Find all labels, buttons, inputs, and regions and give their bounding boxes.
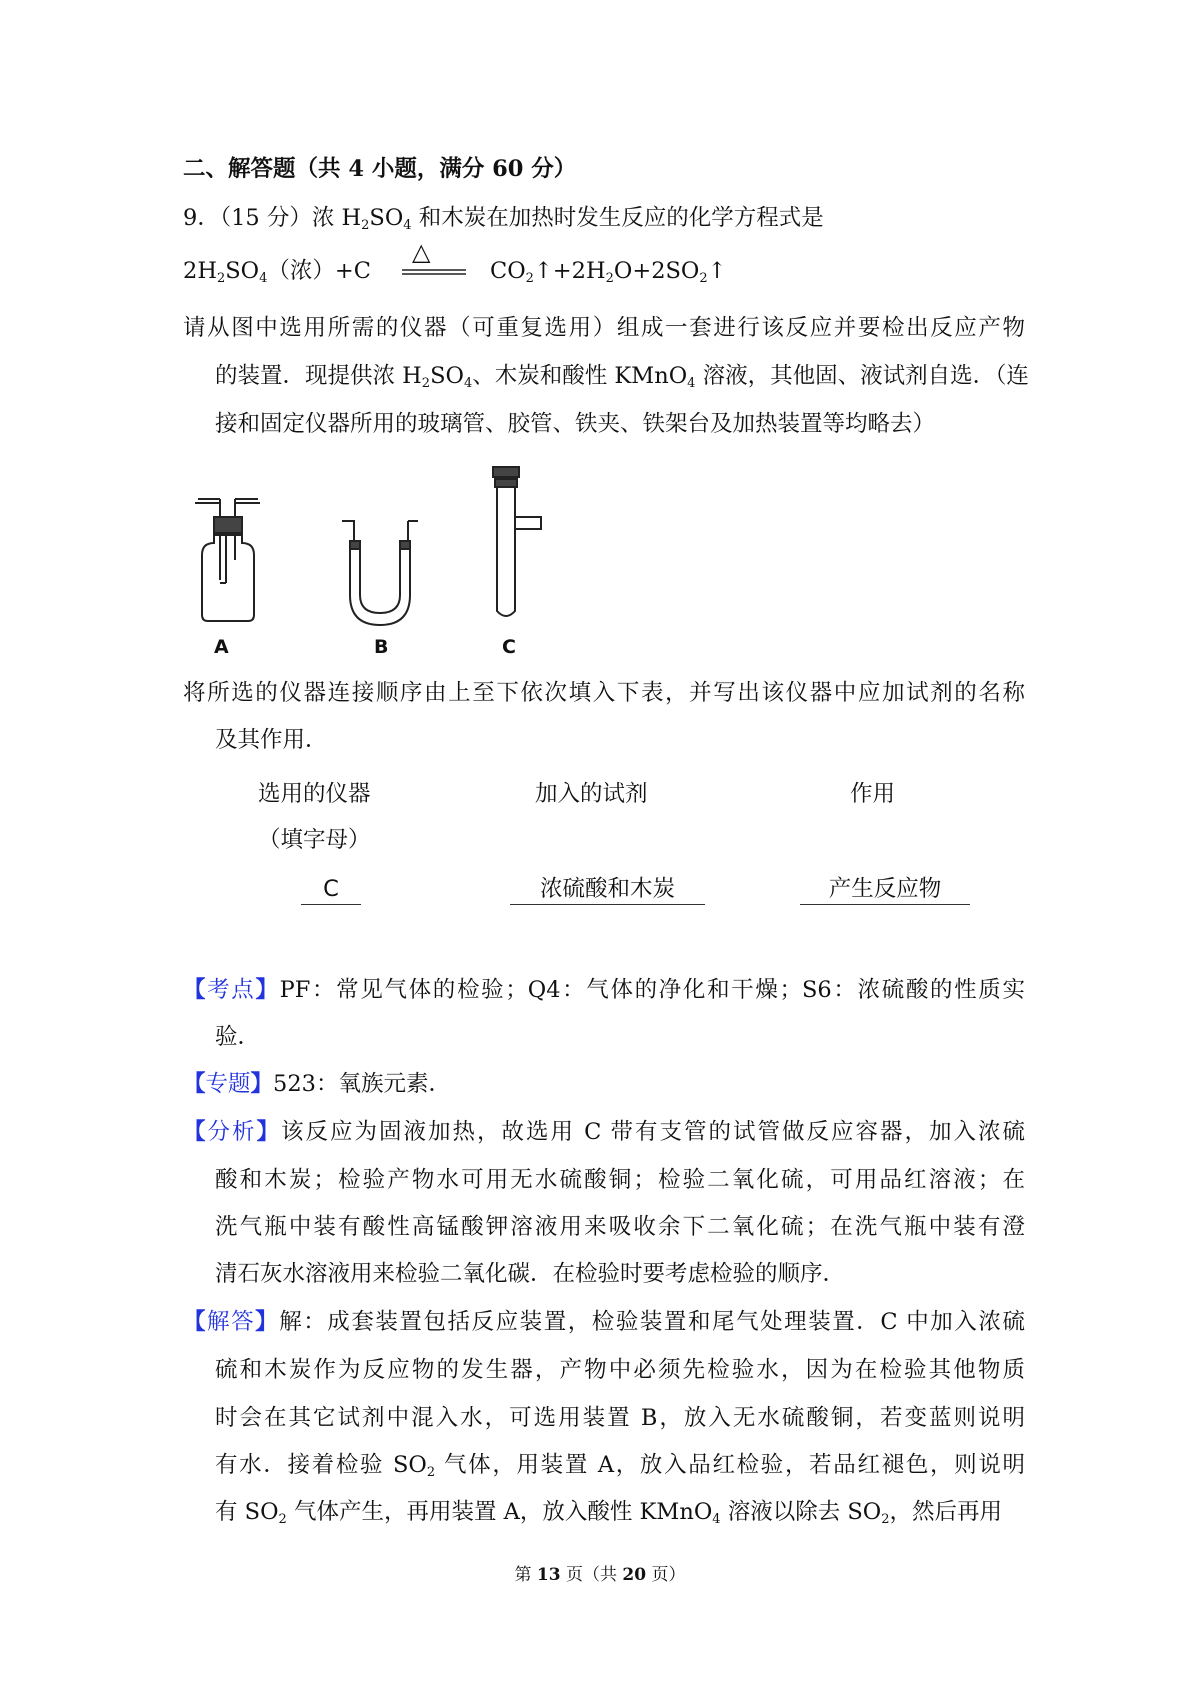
bracket-close: 】	[255, 977, 280, 1003]
text-segment: 时会在其它试剂中混入水，可选用装置 B，放入无水硫酸铜，若变蓝则说明	[215, 1405, 1025, 1431]
text-segment: SO	[225, 258, 260, 284]
footer-suffix: 页）	[646, 1565, 686, 1585]
text-segment: CO	[490, 258, 526, 284]
text-segment: 溶液以除去 SO	[720, 1499, 882, 1525]
subscript: 2	[699, 271, 708, 286]
subscript: 4	[687, 376, 696, 391]
table-header-reagent: 加入的试剂	[535, 781, 648, 807]
apparatus-label-b: B	[374, 636, 389, 658]
text-segment: 的装置．现提供浓 H	[215, 363, 422, 389]
text-segment: ↑+2H	[533, 258, 606, 284]
text-segment: 该反应为固液加热，故选用 C 带有支管的试管做反应容器，加入浓硫	[281, 1119, 1025, 1145]
text-segment: 洗气瓶中装有酸性高锰酸钾溶液用来吸收余下二氧化硫；在洗气瓶中装有澄	[215, 1214, 1025, 1240]
subscript: 2	[361, 218, 370, 233]
section-0-line-0	[183, 975, 1025, 1005]
section-2-line-3	[215, 1259, 845, 1289]
bracket-close: 】	[255, 1309, 280, 1335]
text-segment: 清石灰水溶液用来检验二氧化碳．在检验时要考虑检验的顺序．	[215, 1261, 846, 1287]
page-footer	[0, 1560, 1200, 1585]
test-tube-with-side-arm-icon	[487, 465, 547, 625]
table-header-note: （填字母）	[258, 827, 371, 853]
bracket-open: 【	[183, 1071, 206, 1097]
text-segment: ，然后再用	[889, 1499, 1003, 1525]
text-segment: 接和固定仪器所用的玻璃管、胶管、铁夹、铁架台及加热装置等均略去）	[215, 411, 936, 437]
footer-middle: 页（共	[560, 1565, 623, 1585]
subscript: 2	[278, 1512, 287, 1527]
question-body-1	[183, 313, 1025, 343]
apparatus-label-a: A	[214, 636, 229, 658]
page-number: 13	[536, 1565, 561, 1585]
heating-condition-icon	[400, 242, 470, 282]
question-intro	[183, 203, 824, 233]
text-segment: 及其作用．	[215, 727, 328, 753]
page-total: 20	[622, 1565, 647, 1585]
gas-washing-bottle-icon	[190, 495, 265, 625]
subscript: 2	[881, 1512, 890, 1527]
footer-prefix: 第	[514, 1565, 537, 1585]
section-3-line-4	[215, 1497, 1002, 1527]
bracket-close: 】	[250, 1071, 274, 1097]
table-header-role: 作用	[850, 781, 896, 807]
section-1-line-0	[183, 1069, 451, 1099]
section-tag: 考点	[207, 977, 256, 1003]
text-segment: 请从图中选用所需的仪器（可重复选用）组成一套进行该反应并要检出反应产物	[183, 315, 1025, 341]
subscript: 2	[426, 1465, 436, 1480]
text-segment: 硫和木炭作为反应物的发生器，产物中必须先检验水，因为在检验其他物质	[215, 1357, 1025, 1383]
answer-reagent: 浓硫酸和木炭	[510, 874, 705, 905]
section-2-line-0	[183, 1117, 1025, 1147]
section-0-line-1	[215, 1022, 260, 1052]
bracket-open: 【	[183, 1119, 208, 1145]
section-tag: 解答	[207, 1309, 256, 1335]
text-segment: SO	[430, 363, 464, 389]
text-segment: 将所选的仪器连接顺序由上至下依次填入下表，并写出该仪器中应加试剂的名称	[183, 680, 1025, 706]
text-segment: 有 SO	[215, 1499, 279, 1525]
section-3-line-1	[215, 1355, 1025, 1385]
section-tag: 专题	[205, 1071, 251, 1097]
subscript: 2	[525, 271, 534, 286]
section-title: 二、解答题（共 4 小题，满分 60 分）	[183, 156, 577, 182]
text-segment: O+2SO	[613, 258, 700, 284]
question-body-3	[215, 409, 935, 439]
section-2-line-1	[215, 1165, 1025, 1195]
section-2-line-2	[215, 1212, 1025, 1242]
answer-apparatus: C	[301, 874, 361, 905]
answer-role: 产生反应物	[800, 874, 970, 905]
equation-right	[490, 256, 727, 286]
table-header-apparatus: 选用的仪器	[258, 781, 371, 807]
bracket-close: 】	[256, 1119, 281, 1145]
section-3-line-2	[215, 1403, 1025, 1433]
subscript: 4	[259, 271, 268, 286]
text-segment: 酸和木炭；检验产物水可用无水硫酸铜；检验二氧化硫，可用品红溶液；在	[215, 1167, 1025, 1193]
bracket-open: 【	[183, 977, 208, 1003]
text-segment: （浓）+C	[267, 258, 371, 284]
u-tube-icon	[338, 515, 423, 630]
section-3-line-0	[183, 1307, 1025, 1337]
text-segment: 气体，用装置 A，放入品红检验，若品红褪色，则说明	[435, 1452, 1025, 1478]
instruction-2	[215, 725, 328, 755]
text-segment: ↑	[707, 258, 727, 284]
apparatus-label-c: C	[502, 636, 516, 658]
instruction-1	[183, 678, 1025, 708]
equation-condition: △	[412, 238, 431, 266]
text-segment: 验．	[215, 1024, 261, 1050]
equation-left	[183, 256, 371, 286]
bracket-open: 【	[183, 1309, 208, 1335]
text-segment: 气体产生，再用装置 A，放入酸性 KMnO	[286, 1499, 713, 1525]
text-segment: 有水．接着检验 SO	[215, 1452, 427, 1478]
subscript: 4	[403, 218, 412, 233]
text-segment: SO	[369, 205, 404, 231]
text-segment: 9．（15 分）浓 H	[183, 205, 362, 231]
text-segment: 523：氧族元素．	[273, 1071, 451, 1097]
subscript: 2	[421, 376, 431, 391]
section-tag: 分析	[207, 1119, 257, 1145]
text-segment: 溶液，其他固、液试剂自选．（连	[695, 363, 1029, 389]
text-segment: 2H	[183, 258, 217, 284]
subscript: 2	[216, 271, 226, 286]
question-body-2	[215, 361, 1029, 391]
section-3-line-3	[215, 1450, 1025, 1480]
text-segment: 、木炭和酸性 KMnO	[472, 363, 688, 389]
subscript: 4	[712, 1512, 721, 1527]
text-segment: PF：常见气体的检验；Q4：气体的净化和干燥；S6：浓硫酸的性质实	[279, 977, 1025, 1003]
text-segment: 解：成套装置包括反应装置，检验装置和尾气处理装置．C 中加入浓硫	[279, 1309, 1025, 1335]
text-segment: 和木炭在加热时发生反应的化学方程式是	[411, 205, 824, 231]
subscript: 4	[463, 376, 473, 391]
subscript: 2	[605, 271, 614, 286]
